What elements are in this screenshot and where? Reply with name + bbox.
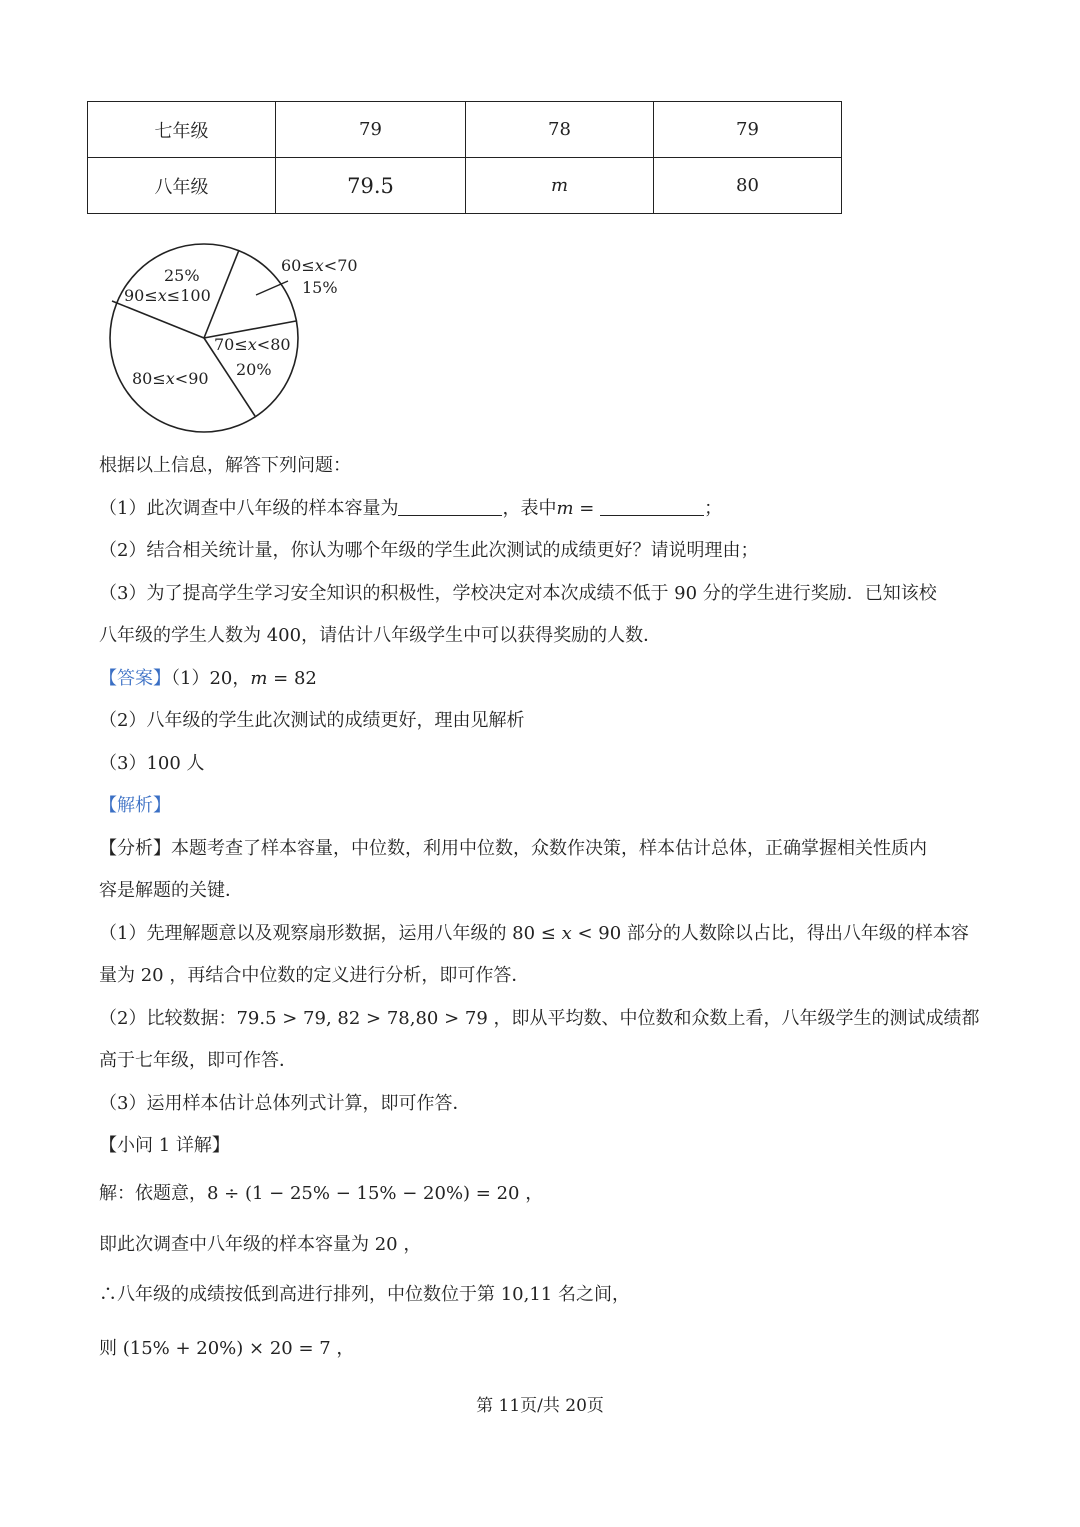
subquestion-1-heading: 【小问 1 详解】 — [99, 1135, 230, 1156]
question-1 — [99, 496, 984, 522]
step-1-line-2: 量为 20 ，再结合中位数的定义进行分析，即可作答． — [99, 965, 530, 986]
step-1-text-a: （1）先理解题意以及观察扇形数据，运用八年级的 80 ≤ — [99, 923, 562, 944]
q1-text-b: ，表中 — [502, 498, 557, 519]
solution-line-3: ∴八年级的成绩按低到高进行排列，中位数位于第 10,11 名之间， — [99, 1284, 630, 1305]
question-3-line-2: 八年级的学生人数为 400，请估计八年级学生中可以获得奖励的人数． — [99, 625, 662, 646]
pie-divider — [112, 301, 204, 338]
table-cell-mean: 79 — [276, 102, 466, 158]
pie-chart — [108, 233, 368, 433]
intro-text: 根据以上信息，解答下列问题： — [99, 455, 351, 476]
step-1-text-b: < 90 部分的人数除以占比，得出八年级的样本容 — [571, 923, 969, 944]
step-2-line-2: 高于七年级，即可作答． — [99, 1050, 297, 1071]
table-cell-mode: 79 — [654, 102, 842, 158]
fenxi-line-2: 容是解题的关键． — [99, 880, 243, 901]
pie-label-60-range: 60≤x<70 — [281, 256, 358, 275]
table-cell-median: m — [466, 158, 654, 214]
table-row — [88, 158, 842, 214]
page-footer: 第 11页/共 20页 — [476, 1396, 604, 1416]
step-1-var-x: x — [561, 923, 572, 944]
table-cell-grade: 八年级 — [88, 158, 276, 214]
solution-line-4: 则 (15% + 20%) × 20 = 7 ， — [99, 1338, 355, 1359]
step-1-line-1 — [99, 921, 984, 947]
table-cell-mean: 79.5 — [276, 158, 466, 214]
q1-text-a: （1）此次调查中八年级的样本容量为 — [99, 498, 399, 519]
q1-text-c: = — [573, 498, 601, 519]
solution-line-1: 解：依题意，8 ÷ (1 − 25% − 15% − 20%) = 20 ， — [99, 1183, 544, 1204]
pie-label-90-range: 90≤x≤100 — [124, 286, 211, 305]
answer-blank — [398, 497, 502, 516]
answer-blank — [600, 497, 704, 516]
pie-label-90-pct: 25% — [164, 266, 200, 285]
answer-1-text: （1）20， — [171, 668, 251, 689]
pie-label-70-pct: 20% — [236, 360, 272, 379]
q1-text-d: ； — [704, 498, 723, 519]
answer-3: （3）100 人 — [99, 753, 205, 774]
step-3: （3）运用样本估计总体列式计算，即可作答． — [99, 1093, 471, 1114]
step-2-line-1: （2）比较数据：79.5 > 79, 82 > 78,80 > 79 ，即从平均数、中位数和众数上看，八年级学生的测试成绩都 — [99, 1008, 980, 1029]
pie-label-70-range: 70≤x<80 — [214, 335, 291, 354]
score-table — [87, 101, 842, 214]
question-2: （2）结合相关统计量，你认为哪个年级的学生此次测试的成绩更好？请说明理由； — [99, 540, 759, 561]
answer-tag: 【答案】 — [99, 668, 171, 689]
pie-label-60-pct: 15% — [302, 278, 338, 297]
table-cell-grade: 七年级 — [88, 102, 276, 158]
answer-1 — [99, 666, 984, 692]
q1-var-m: m — [556, 498, 574, 519]
table-cell-mode: 80 — [654, 158, 842, 214]
fenxi-line-1: 【分析】本题考查了样本容量，中位数，利用中位数，众数作决策，样本估计总体，正确掌握相关性质内 — [99, 838, 927, 859]
table-row — [88, 102, 842, 158]
solution-line-2: 即此次调查中八年级的样本容量为 20 ， — [99, 1234, 422, 1255]
answer-2: （2）八年级的学生此次测试的成绩更好，理由见解析 — [99, 710, 525, 731]
table-cell-median: 78 — [466, 102, 654, 158]
answer-1-var-m: m — [250, 668, 268, 689]
question-3-line-1: （3）为了提高学生学习安全知识的积极性，学校决定对本次成绩不低于 90 分的学生进行奖励．已知该校 — [99, 583, 937, 604]
pie-label-80-range: 80≤x<90 — [132, 369, 209, 388]
answer-1-value: = 82 — [267, 668, 317, 689]
analysis-tag: 【解析】 — [99, 795, 171, 816]
